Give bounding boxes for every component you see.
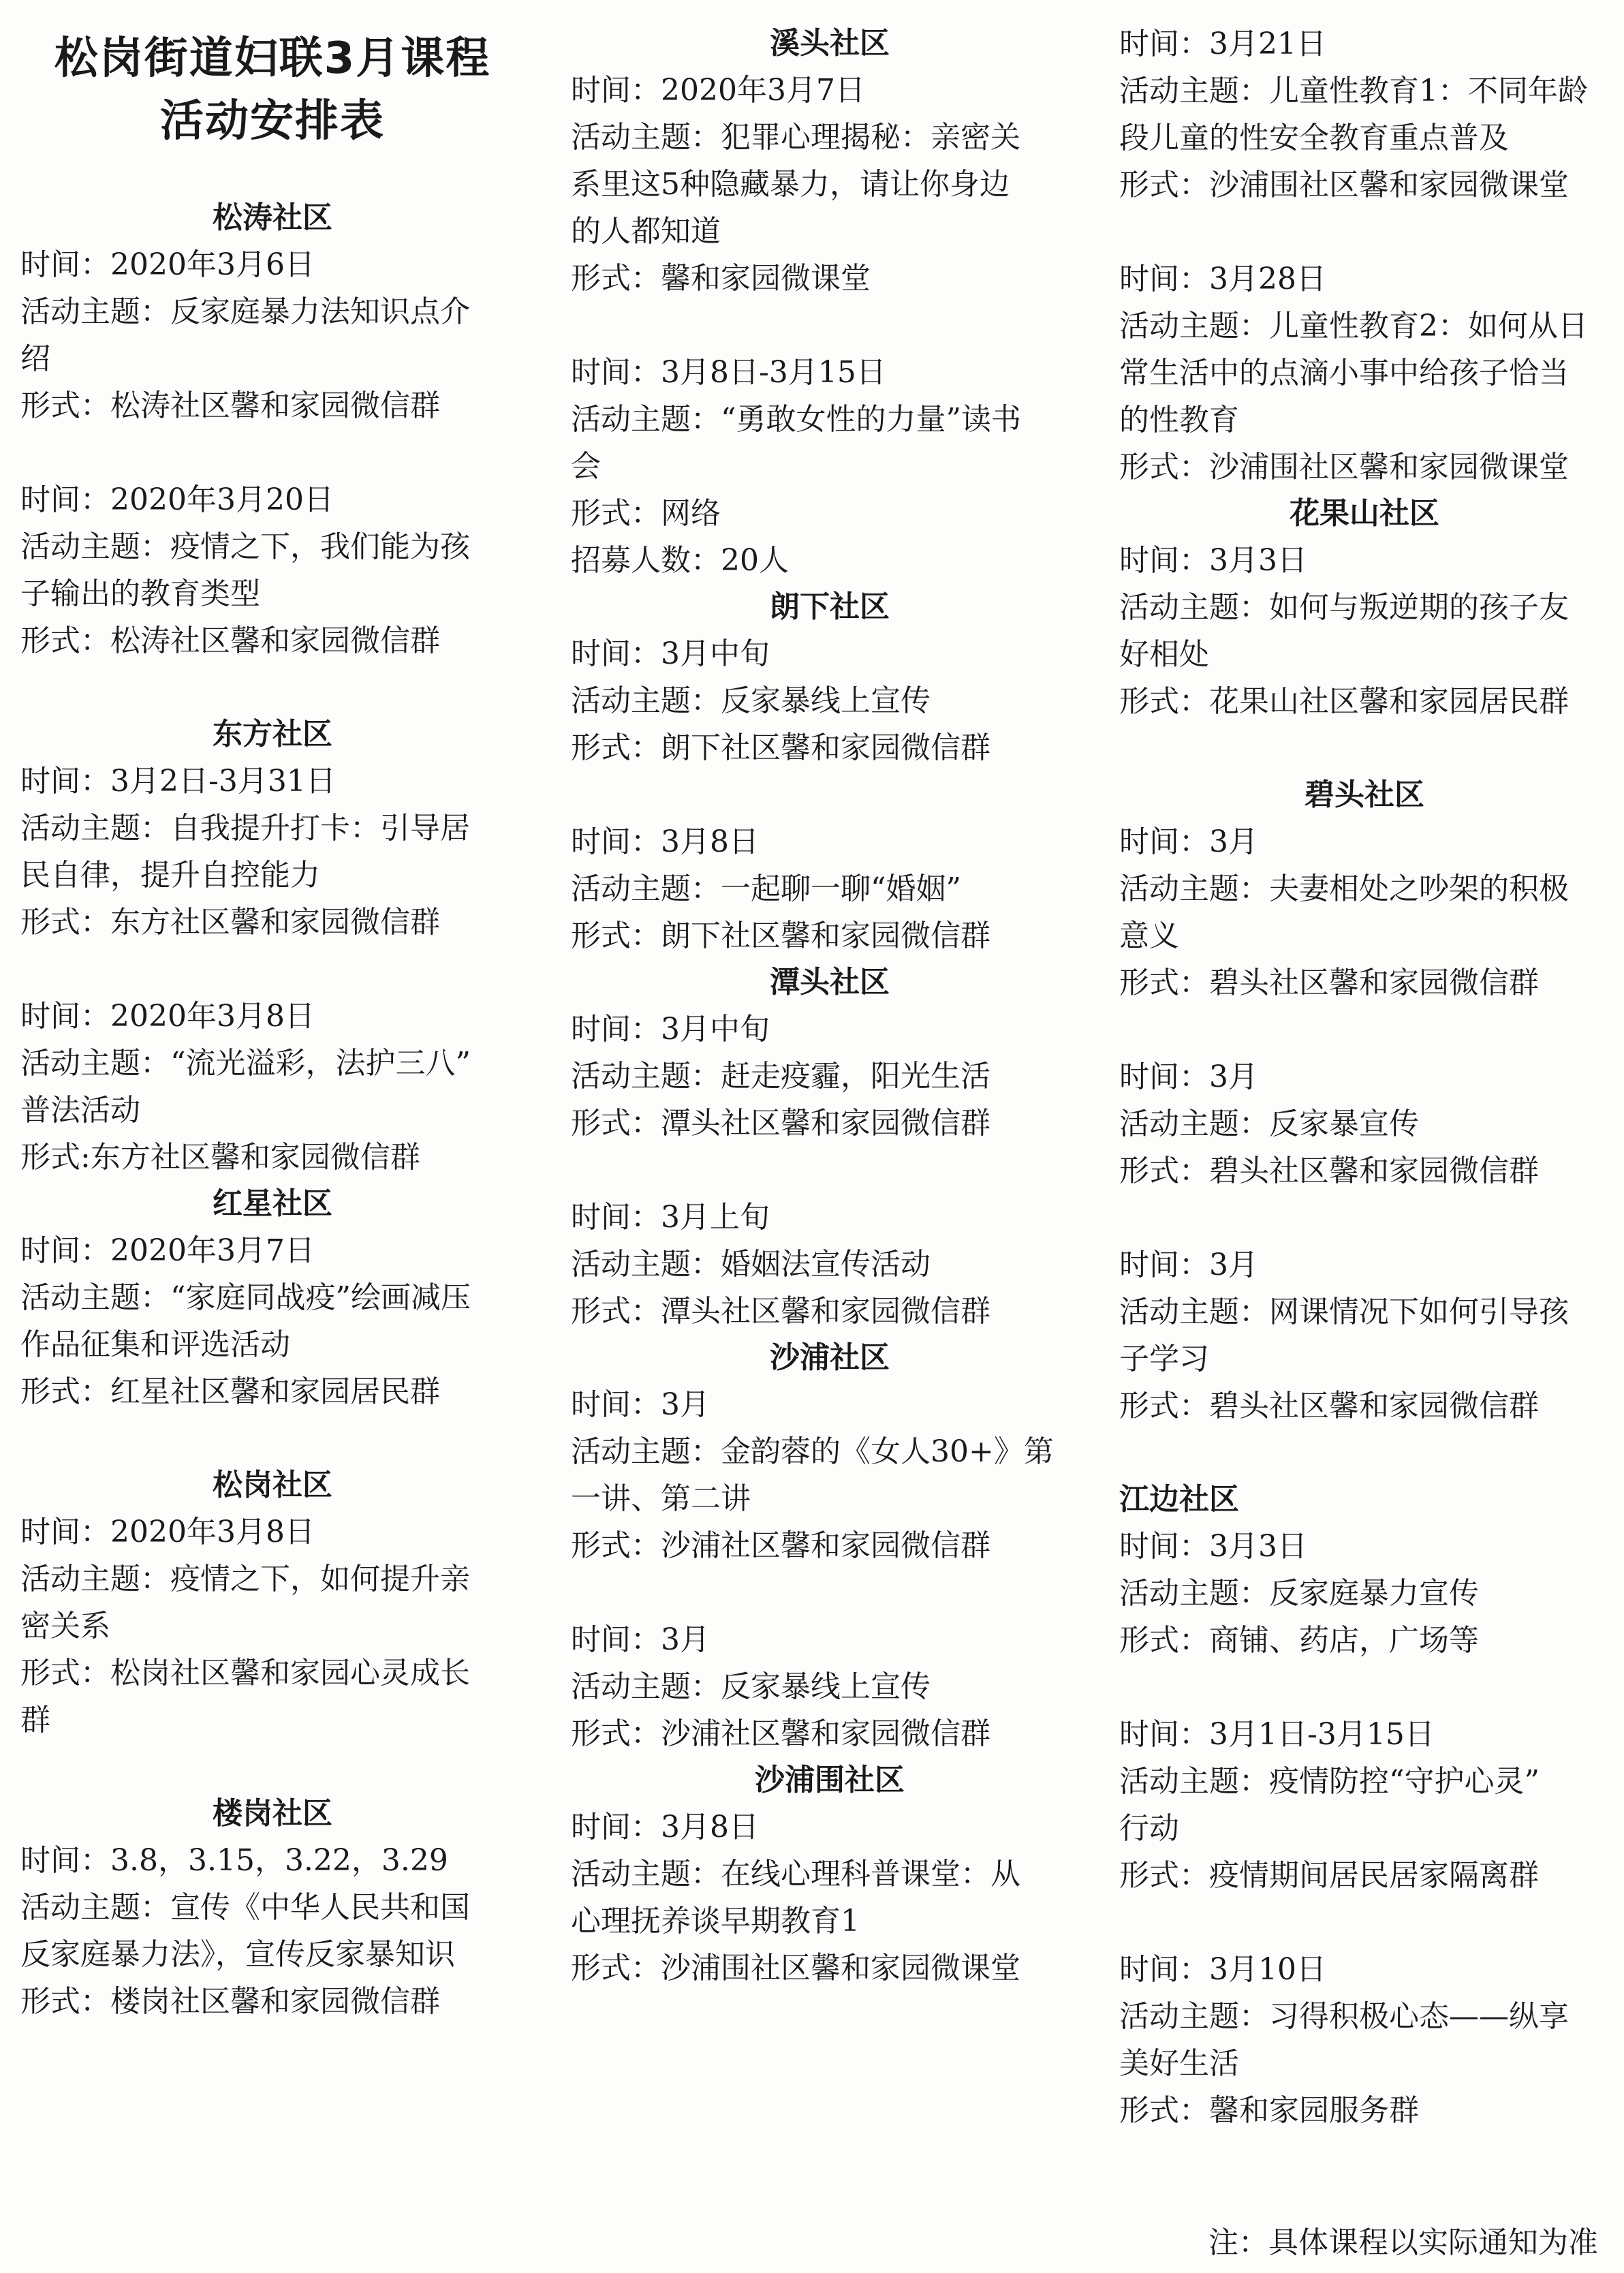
event-time: 时间：3月1日-3月15日 bbox=[1119, 1717, 1435, 1752]
event-time: 时间：3月21日 bbox=[1119, 27, 1326, 61]
event-entry bbox=[571, 1381, 1089, 1569]
event-topic-cont: 普法活动 bbox=[20, 1093, 140, 1128]
event-format: 形式：潭头社区馨和家园微信群 bbox=[571, 1294, 990, 1329]
event-time: 时间：3月上旬 bbox=[571, 1200, 770, 1235]
event-topic-cont: 美好生活 bbox=[1119, 2046, 1239, 2081]
event-topic: 活动主题：疫情之下，如何提升亲 bbox=[20, 1562, 470, 1596]
event-topic-cont: 子输出的教育类型 bbox=[20, 576, 260, 611]
event-time: 时间：2020年3月20日 bbox=[20, 482, 334, 517]
event-topic-cont: 密关系 bbox=[20, 1609, 110, 1643]
event-format: 形式:东方社区馨和家园微信群 bbox=[20, 1140, 420, 1175]
event-topic: 活动主题：“流光溢彩，法护三八” bbox=[20, 1046, 471, 1081]
event-topic: 活动主题：疫情之下，我们能为孩 bbox=[20, 529, 470, 564]
section-langxia bbox=[571, 584, 1089, 959]
event-entry bbox=[1119, 1523, 1610, 1664]
event-topic: 活动主题：反家庭暴力宣传 bbox=[1119, 1576, 1479, 1611]
event-entry bbox=[20, 993, 525, 1181]
section-heading: 花果山社区 bbox=[1290, 496, 1439, 531]
event-entry bbox=[571, 630, 1089, 771]
event-topic-cont: 的性教育 bbox=[1119, 403, 1239, 437]
section-heading: 松岗社区 bbox=[213, 1468, 332, 1502]
section-heading: 潭头社区 bbox=[770, 965, 890, 1000]
section-jiangbian bbox=[1119, 1476, 1610, 2134]
footnote: 注：具体课程以实际通知为准 bbox=[1208, 2225, 1598, 2260]
section-heading: 溪头社区 bbox=[770, 26, 890, 61]
event-topic-cont: 民自律，提升自控能力 bbox=[20, 858, 320, 893]
event-topic: 活动主题：在线心理科普课堂：从 bbox=[571, 1857, 1020, 1891]
event-time: 时间：3.8，3.15，3.22，3.29 bbox=[20, 1843, 448, 1878]
event-format: 形式：东方社区馨和家园微信群 bbox=[20, 905, 440, 940]
event-topic-cont: 常生活中的点滴小事中给孩子恰当 bbox=[1119, 356, 1569, 390]
event-format: 形式：沙浦社区馨和家园微信群 bbox=[571, 1528, 990, 1563]
section-dongfang bbox=[20, 711, 525, 1181]
event-format: 形式：碧头社区馨和家园微信群 bbox=[1119, 1154, 1539, 1188]
section-heading: 碧头社区 bbox=[1305, 777, 1424, 812]
event-topic-cont: 作品征集和评选活动 bbox=[20, 1327, 290, 1362]
event-entry bbox=[571, 1616, 1089, 1757]
section-shapuwei bbox=[571, 1757, 1089, 1992]
event-format: 形式：网络 bbox=[571, 496, 721, 531]
event-topic: 活动主题：反家庭暴力法知识点介 bbox=[20, 294, 470, 329]
event-entry bbox=[1119, 20, 1610, 208]
event-format: 形式：红星社区馨和家园居民群 bbox=[20, 1374, 440, 1409]
section-heading: 松涛社区 bbox=[213, 200, 332, 235]
section-lougang bbox=[20, 1791, 525, 2025]
event-time: 时间：3月8日 bbox=[571, 1810, 759, 1844]
event-topic-cont: 意义 bbox=[1119, 918, 1179, 953]
event-format: 形式：疫情期间居民居家隔离群 bbox=[1119, 1858, 1539, 1893]
event-entry bbox=[20, 241, 525, 429]
event-time: 时间：3月8日-3月15日 bbox=[571, 355, 886, 390]
title-line-2: 活动安排表 bbox=[160, 96, 385, 146]
event-time: 时间：3月28日 bbox=[1119, 262, 1326, 296]
event-topic-cont: 系里这5种隐藏暴力，请让你身边 bbox=[571, 167, 1010, 202]
event-topic-cont: 心理抚养谈早期教育1 bbox=[571, 1904, 860, 1938]
event-format: 形式：商铺、药店，广场等 bbox=[1119, 1623, 1479, 1658]
event-time: 时间：3月 bbox=[1119, 1060, 1258, 1094]
document-title bbox=[20, 27, 525, 153]
event-topic: 活动主题：如何与叛逆期的孩子友 bbox=[1119, 590, 1569, 625]
event-topic: 活动主题：反家暴线上宣传 bbox=[571, 1669, 931, 1704]
section-heading: 楼岗社区 bbox=[213, 1796, 332, 1831]
event-format: 形式：沙浦社区馨和家园微信群 bbox=[571, 1716, 990, 1751]
event-topic-cont: 行动 bbox=[1119, 1811, 1179, 1846]
event-recruit: 招募人数：20人 bbox=[571, 543, 789, 578]
section-songgang bbox=[20, 1462, 525, 1791]
event-format: 形式：沙浦围社区馨和家园微课堂 bbox=[1119, 168, 1569, 202]
event-entry bbox=[1119, 818, 1610, 1006]
event-entry bbox=[1119, 537, 1610, 725]
event-topic-cont: 子学习 bbox=[1119, 1342, 1209, 1376]
title-line-1: 松岗街道妇联3月课程 bbox=[54, 33, 491, 84]
event-topic: 活动主题：赶走疫霾，阳光生活 bbox=[571, 1059, 990, 1094]
event-time: 时间：3月中旬 bbox=[571, 636, 770, 671]
event-topic: 活动主题：“勇敢女性的力量”读书 bbox=[571, 402, 1021, 437]
column-left bbox=[20, 0, 525, 2025]
event-topic: 活动主题：儿童性教育1：不同年龄 bbox=[1119, 74, 1588, 108]
event-time: 时间：2020年3月8日 bbox=[20, 999, 315, 1034]
event-topic-cont: 绍 bbox=[20, 341, 50, 376]
section-heading: 沙浦社区 bbox=[770, 1340, 890, 1375]
event-entry bbox=[571, 349, 1089, 584]
event-topic: 活动主题：儿童性教育2：如何从日 bbox=[1119, 309, 1588, 343]
event-time: 时间：2020年3月8日 bbox=[20, 1515, 315, 1549]
event-entry bbox=[1119, 256, 1610, 491]
event-time: 时间：2020年3月7日 bbox=[20, 1233, 315, 1268]
event-topic: 活动主题：习得积极心态——纵享 bbox=[1119, 1999, 1569, 2034]
event-entry bbox=[1119, 1053, 1610, 1194]
event-topic-cont: 好相处 bbox=[1119, 637, 1209, 672]
event-format: 形式：沙浦围社区馨和家园微课堂 bbox=[1119, 450, 1569, 484]
event-format: 形式：碧头社区馨和家园微信群 bbox=[1119, 1389, 1539, 1423]
event-format: 形式：沙浦围社区馨和家园微课堂 bbox=[571, 1951, 1020, 1985]
column-middle bbox=[571, 0, 1089, 1992]
section-heading: 东方社区 bbox=[213, 717, 332, 752]
event-time: 时间：3月8日 bbox=[571, 824, 759, 859]
event-time: 时间：3月中旬 bbox=[571, 1012, 770, 1047]
event-time: 时间：3月10日 bbox=[1119, 1952, 1326, 1987]
event-entry bbox=[571, 818, 1089, 959]
event-time: 时间：2020年3月7日 bbox=[571, 73, 865, 108]
section-heading: 朗下社区 bbox=[770, 589, 890, 624]
event-time: 时间：3月3日 bbox=[1119, 543, 1307, 578]
event-topic-cont: 的人都知道 bbox=[571, 214, 721, 249]
section-heading: 红星社区 bbox=[213, 1186, 332, 1221]
event-topic: 活动主题：反家暴宣传 bbox=[1119, 1107, 1419, 1141]
event-topic: 活动主题：自我提升打卡：引导居 bbox=[20, 811, 470, 846]
event-format: 形式：花果山社区馨和家园居民群 bbox=[1119, 684, 1569, 719]
event-topic: 活动主题：夫妻相处之吵架的积极 bbox=[1119, 871, 1569, 906]
event-time: 时间：3月3日 bbox=[1119, 1529, 1307, 1564]
event-topic: 活动主题：疫情防控“守护心灵” bbox=[1119, 1764, 1540, 1799]
section-hongxing bbox=[20, 1181, 525, 1462]
event-format-cont: 群 bbox=[20, 1703, 50, 1737]
event-entry bbox=[20, 1227, 525, 1415]
event-entry bbox=[1119, 1241, 1610, 1429]
event-format: 形式：松涛社区馨和家园微信群 bbox=[20, 388, 440, 423]
event-topic: 活动主题：婚姻法宣传活动 bbox=[571, 1247, 931, 1282]
event-entry bbox=[571, 1194, 1089, 1335]
event-entry bbox=[20, 758, 525, 946]
event-topic-cont: 反家庭暴力法》，宣传反家暴知识 bbox=[20, 1937, 455, 1972]
event-format: 形式：潭头社区馨和家园微信群 bbox=[571, 1106, 990, 1141]
section-heading: 江边社区 bbox=[1119, 1482, 1239, 1517]
section-shapuwei-continued bbox=[1119, 20, 1610, 491]
section-songtao bbox=[20, 195, 525, 711]
event-topic: 活动主题：宣传《中华人民共和国 bbox=[20, 1890, 470, 1925]
section-xitou bbox=[571, 20, 1089, 584]
event-topic-cont: 会 bbox=[571, 449, 601, 484]
event-time: 时间：2020年3月6日 bbox=[20, 247, 315, 282]
event-time: 时间：3月 bbox=[571, 1387, 710, 1422]
event-topic: 活动主题：“家庭同战疫”绘画减压 bbox=[20, 1280, 471, 1315]
section-huaguoshan bbox=[1119, 491, 1610, 772]
event-format: 形式：朗下社区馨和家园微信群 bbox=[571, 918, 990, 953]
event-entry bbox=[20, 1509, 525, 1744]
section-heading: 沙浦围社区 bbox=[755, 1763, 905, 1797]
event-format: 形式：楼岗社区馨和家园微信群 bbox=[20, 1984, 440, 2019]
event-topic: 活动主题：一起聊一聊“婚姻” bbox=[571, 871, 961, 906]
event-format: 形式：松岗社区馨和家园心灵成长 bbox=[20, 1656, 470, 1690]
event-topic: 活动主题：反家暴线上宣传 bbox=[571, 683, 931, 718]
event-time: 时间：3月 bbox=[571, 1622, 710, 1657]
event-entry bbox=[1119, 1946, 1610, 2134]
section-bitou bbox=[1119, 772, 1610, 1476]
section-shapu bbox=[571, 1335, 1089, 1757]
event-entry bbox=[20, 476, 525, 664]
event-format: 形式：馨和家园服务群 bbox=[1119, 2093, 1419, 2128]
event-entry bbox=[571, 1006, 1089, 1147]
event-format: 形式：朗下社区馨和家园微信群 bbox=[571, 730, 990, 765]
event-topic: 活动主题：犯罪心理揭秘：亲密关 bbox=[571, 120, 1020, 155]
event-format: 形式：馨和家园微课堂 bbox=[571, 261, 871, 296]
event-format: 形式：松涛社区馨和家园微信群 bbox=[20, 623, 440, 658]
event-time: 时间：3月 bbox=[1119, 824, 1258, 859]
section-tantou bbox=[571, 959, 1089, 1335]
event-format: 形式：碧头社区馨和家园微信群 bbox=[1119, 965, 1539, 1000]
column-right bbox=[1119, 0, 1610, 2134]
event-topic-cont: 段儿童的性安全教育重点普及 bbox=[1119, 121, 1509, 155]
event-entry bbox=[571, 1804, 1089, 1992]
event-time: 时间：3月 bbox=[1119, 1248, 1258, 1282]
event-topic: 活动主题：金韵蓉的《女人30+》第 bbox=[571, 1434, 1054, 1469]
event-entry bbox=[571, 67, 1089, 302]
event-topic: 活动主题：网课情况下如何引导孩 bbox=[1119, 1295, 1569, 1329]
event-time: 时间：3月2日-3月31日 bbox=[20, 764, 336, 799]
event-topic-cont: 一讲、第二讲 bbox=[571, 1481, 751, 1516]
event-entry bbox=[20, 1837, 525, 2025]
event-entry bbox=[1119, 1711, 1610, 1899]
